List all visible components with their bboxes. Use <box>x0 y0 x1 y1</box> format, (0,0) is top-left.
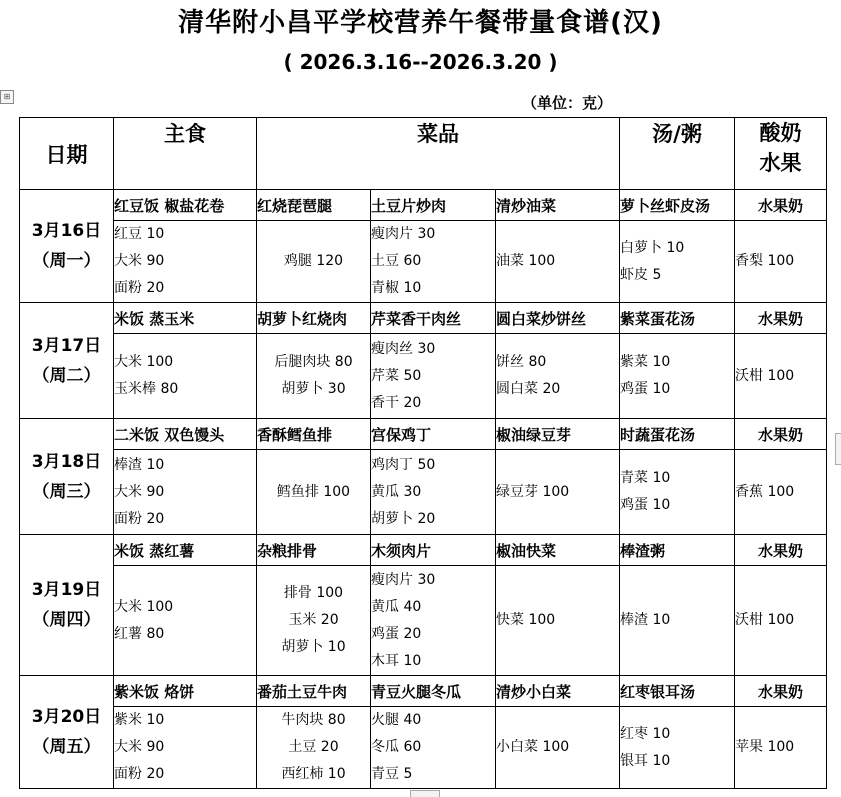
ingredient-item: 油菜 100 <box>496 253 556 269</box>
ingredient-item: 牛肉块 80 <box>281 712 346 728</box>
day-date-cell <box>20 419 114 535</box>
yogurt-name: 水果奶 <box>735 419 827 450</box>
ingredient-item: 快菜 100 <box>496 612 556 628</box>
staple-ingredients <box>114 334 257 419</box>
dish3-ingredients <box>496 450 620 535</box>
day-dish-row <box>20 535 827 566</box>
dish2-name: 木须肉片 <box>371 535 496 566</box>
dish1-ingredients <box>257 450 371 535</box>
staple-name: 米饭 蒸红薯 <box>114 535 257 566</box>
day-dish-row <box>20 303 827 334</box>
soup-name: 红枣银耳汤 <box>620 676 735 707</box>
ingredient-item: 小白菜 100 <box>496 739 570 755</box>
unit-label: （单位：克） <box>522 94 613 112</box>
ingredient-item: 大米 90 <box>114 739 165 755</box>
dish3-name: 清炒油菜 <box>496 190 620 221</box>
dish2-name: 青豆火腿冬瓜 <box>371 676 496 707</box>
dish2-ingredients <box>371 334 496 419</box>
dish1-name: 红烧琵琶腿 <box>257 190 371 221</box>
day-date: 3月18日 <box>31 451 102 472</box>
ingredient-item: 紫菜 10 <box>620 354 671 370</box>
page-title: 清华附小昌平学校营养午餐带量食谱(汉) <box>178 8 663 38</box>
yogurt-ingredients <box>735 450 827 535</box>
ingredient-item: 圆白菜 20 <box>496 381 561 397</box>
dish2-name: 宫保鸡丁 <box>371 419 496 450</box>
day-ingredient-row <box>20 450 827 535</box>
dish2-ingredients <box>371 566 496 676</box>
staple-name: 红豆饭 椒盐花卷 <box>114 190 257 221</box>
soup-ingredients <box>620 450 735 535</box>
dish3-name: 椒油绿豆芽 <box>496 419 620 450</box>
header-date: 日期 <box>20 118 114 190</box>
day-ingredient-row <box>20 566 827 676</box>
day-date-cell <box>20 190 114 303</box>
header-yogurt: 酸奶 <box>759 121 802 145</box>
ingredient-item: 鸡蛋 10 <box>620 381 671 397</box>
day-ingredient-row <box>20 707 827 789</box>
soup-name: 萝卜丝虾皮汤 <box>620 190 735 221</box>
ingredient-item: 面粉 20 <box>114 280 165 296</box>
dish3-ingredients <box>496 334 620 419</box>
ingredient-item: 冬瓜 60 <box>371 739 422 755</box>
ingredient-item: 紫米 10 <box>114 712 165 728</box>
dish1-ingredients <box>257 707 371 789</box>
dish2-name: 芹菜香干肉丝 <box>371 303 496 334</box>
ingredient-item: 饼丝 80 <box>496 354 547 370</box>
header-fruit: 水果 <box>759 151 802 175</box>
ingredient-item: 鳕鱼排 100 <box>276 483 351 500</box>
dish1-name: 胡萝卜红烧肉 <box>257 303 371 334</box>
ingredient-item: 面粉 20 <box>114 510 165 527</box>
yogurt-ingredients <box>735 707 827 789</box>
ingredient-item: 青菜 10 <box>620 470 671 486</box>
yogurt-name: 水果奶 <box>735 190 827 221</box>
ingredient-item: 鸡蛋 20 <box>371 625 422 642</box>
ingredient-item: 玉米 20 <box>288 612 339 628</box>
day-weekday: （周二） <box>32 365 101 386</box>
soup-name: 紫菜蛋花汤 <box>620 303 735 334</box>
day-weekday: （周一） <box>32 251 101 271</box>
day-date-cell <box>20 535 114 676</box>
ingredient-item: 大米 90 <box>114 483 165 500</box>
dish2-ingredients <box>371 450 496 535</box>
staple-ingredients <box>114 707 257 789</box>
day-dish-row <box>20 190 827 221</box>
ingredient-item: 青椒 10 <box>371 280 422 296</box>
header-dishes: 菜品 <box>257 118 620 190</box>
day-dish-row <box>20 676 827 707</box>
day-ingredient-row <box>20 334 827 419</box>
ingredient-item: 木耳 10 <box>371 652 422 669</box>
soup-ingredients <box>620 334 735 419</box>
table-move-handle-icon[interactable]: ⊞ <box>0 90 14 104</box>
ingredient-item: 绿豆芽 100 <box>496 483 570 500</box>
day-weekday: （周三） <box>32 481 101 502</box>
resize-handle-right-icon[interactable] <box>835 433 841 465</box>
header-yogurt-fruit <box>735 118 827 190</box>
dish1-name: 香酥鳕鱼排 <box>257 419 371 450</box>
ingredient-item: 虾皮 5 <box>620 266 662 283</box>
header-staple: 主食 <box>114 118 257 190</box>
dish2-name: 土豆片炒肉 <box>371 190 496 221</box>
ingredient-item: 苹果 100 <box>735 739 795 755</box>
ingredient-item: 大米 100 <box>114 598 174 615</box>
dish3-ingredients <box>496 707 620 789</box>
day-date: 3月16日 <box>31 221 102 241</box>
dish1-ingredients <box>257 334 371 419</box>
date-range: ( 2026.3.16--2026.3.20 ) <box>283 50 558 74</box>
ingredient-item: 瘦肉片 30 <box>371 571 436 588</box>
ingredient-item: 红豆 10 <box>114 226 165 242</box>
dish3-name: 圆白菜炒饼丝 <box>496 303 620 334</box>
ingredient-item: 白萝卜 10 <box>620 239 685 256</box>
day-date: 3月20日 <box>31 707 102 727</box>
staple-name: 紫米饭 烙饼 <box>114 676 257 707</box>
ingredient-item: 青豆 5 <box>371 766 413 782</box>
day-ingredient-row <box>20 221 827 303</box>
day-date: 3月17日 <box>31 335 102 356</box>
ingredient-item: 棒渣 10 <box>114 456 165 473</box>
staple-ingredients <box>114 450 257 535</box>
ingredient-item: 芹菜 50 <box>371 367 422 384</box>
ingredient-item: 胡萝卜 30 <box>281 381 346 397</box>
ingredient-item: 香蕉 100 <box>735 483 795 500</box>
ingredient-item: 沃柑 100 <box>735 612 795 628</box>
dish1-ingredients <box>257 566 371 676</box>
ingredient-item: 瘦肉片 30 <box>371 226 436 242</box>
soup-ingredients <box>620 707 735 789</box>
ingredient-item: 西红柿 10 <box>281 766 346 782</box>
yogurt-ingredients <box>735 334 827 419</box>
menu-body <box>20 190 827 789</box>
staple-ingredients <box>114 566 257 676</box>
staple-name: 米饭 蒸玉米 <box>114 303 257 334</box>
day-date-cell <box>20 676 114 789</box>
dish2-ingredients <box>371 707 496 789</box>
yogurt-name: 水果奶 <box>735 303 827 334</box>
ingredient-item: 面粉 20 <box>114 766 165 782</box>
ingredient-item: 大米 100 <box>114 354 174 370</box>
day-dish-row <box>20 419 827 450</box>
ingredient-item: 土豆 60 <box>371 253 422 269</box>
ingredient-item: 大米 90 <box>114 253 165 269</box>
ingredient-item: 胡萝卜 20 <box>371 510 436 527</box>
ingredient-item: 黄瓜 40 <box>371 598 422 615</box>
ingredient-item: 黄瓜 30 <box>371 483 422 500</box>
soup-ingredients <box>620 221 735 303</box>
ingredient-item: 后腿肉块 80 <box>274 354 353 370</box>
dish3-ingredients <box>496 566 620 676</box>
ingredient-item: 玉米棒 80 <box>114 381 179 397</box>
day-date-cell <box>20 303 114 419</box>
ingredient-item: 香干 20 <box>371 394 422 411</box>
ingredient-item: 沃柑 100 <box>735 367 795 384</box>
ingredient-item: 棒渣 10 <box>620 612 671 628</box>
ingredient-item: 鸡腿 120 <box>283 253 344 269</box>
yogurt-name: 水果奶 <box>735 676 827 707</box>
menu-table <box>19 117 827 789</box>
yogurt-ingredients <box>735 566 827 676</box>
header-soup: 汤/粥 <box>620 118 735 190</box>
dish2-ingredients <box>371 221 496 303</box>
dish1-name: 番茄土豆牛肉 <box>257 676 371 707</box>
ingredient-item: 鸡肉丁 50 <box>371 456 436 473</box>
ingredient-item: 胡萝卜 10 <box>281 639 346 655</box>
dish1-ingredients <box>257 221 371 303</box>
ingredient-item: 鸡蛋 10 <box>620 497 671 513</box>
ingredient-item: 香梨 100 <box>735 253 795 269</box>
staple-name: 二米饭 双色馒头 <box>114 419 257 450</box>
ingredient-item: 火腿 40 <box>371 712 422 728</box>
ingredient-item: 红枣 10 <box>620 725 671 742</box>
soup-name: 棒渣粥 <box>620 535 735 566</box>
dish3-name: 椒油快菜 <box>496 535 620 566</box>
day-date: 3月19日 <box>31 580 102 600</box>
ingredient-item: 银耳 10 <box>620 752 671 769</box>
day-weekday: （周五） <box>32 737 101 757</box>
ingredient-item: 排骨 100 <box>283 585 344 601</box>
soup-name: 时蔬蛋花汤 <box>620 419 735 450</box>
soup-ingredients <box>620 566 735 676</box>
dish3-name: 清炒小白菜 <box>496 676 620 707</box>
dish3-ingredients <box>496 221 620 303</box>
dish1-name: 杂粮排骨 <box>257 535 371 566</box>
ingredient-item: 土豆 20 <box>288 739 339 755</box>
ingredient-item: 红薯 80 <box>114 625 165 642</box>
ingredient-item: 瘦肉丝 30 <box>371 340 436 357</box>
yogurt-ingredients <box>735 221 827 303</box>
day-weekday: （周四） <box>32 610 101 630</box>
staple-ingredients <box>114 221 257 303</box>
yogurt-name: 水果奶 <box>735 535 827 566</box>
